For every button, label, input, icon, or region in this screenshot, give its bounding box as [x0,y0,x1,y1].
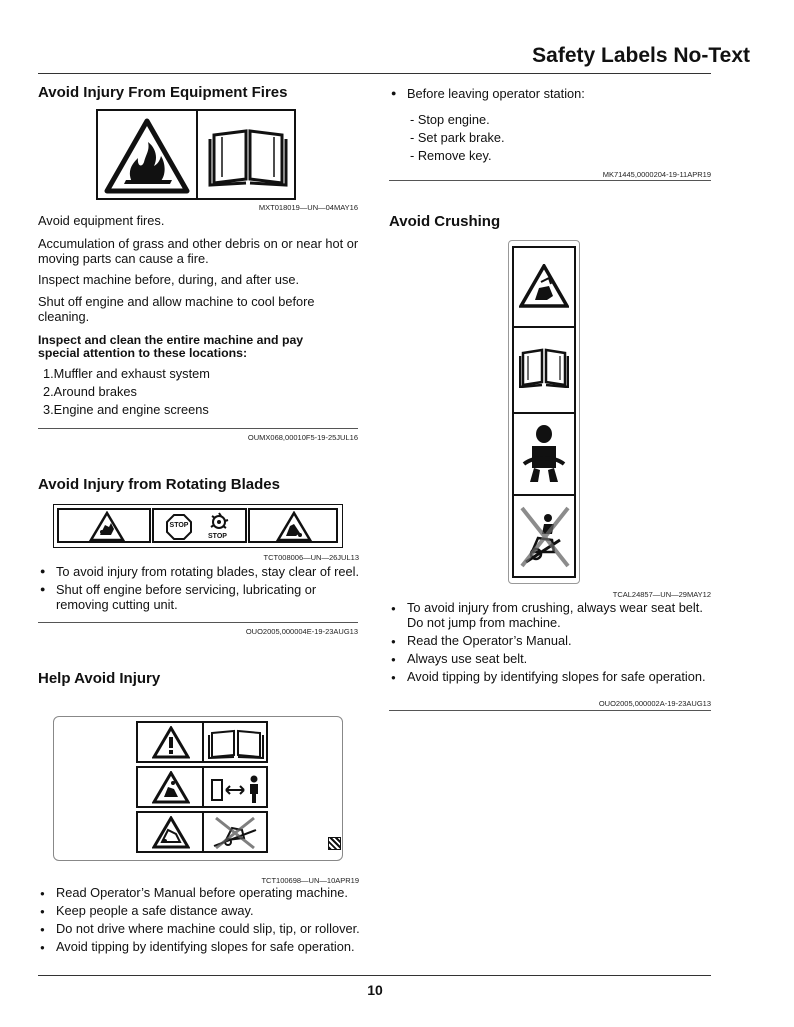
fire-hazard-icon [104,118,190,194]
seat-belt-icon [520,424,568,486]
leaving-step-3: - Remove key. [410,148,492,163]
rollover-hazard-icon [152,816,190,849]
crushing-bullet-4: ● Avoid tipping by identifying slopes for safe operation. [389,669,719,684]
fires-paragraph-4: Shut off engine and allow machine to cool before cleaning. [38,294,315,324]
no-jump-icon [518,502,572,572]
safe-distance-icon [210,774,266,804]
crushing-bullet-3: ● Always use seat belt. [389,651,719,666]
blades-image-code: TCT008006—UN—26JUL13 [263,553,359,562]
fires-item-1: 1.Muffler and exhaust system [43,366,210,381]
page-title: Safety Labels No-Text [532,44,750,67]
help-bullet-2: ● Keep people a safe distance away. [38,903,368,918]
help-image-code: TCT100698—UN—10APR19 [261,876,359,885]
foot-cut-hazard-icon [276,511,312,542]
fires-reference: OUMX068,00010F5-19-25JUL16 [247,433,358,442]
crushing-bullet-list [389,600,719,687]
help-bullet-1: ● Read Operator’s Manual before operating machine. [38,885,368,900]
fires-image-code: MXT018019—UN—04MAY16 [258,203,358,212]
fires-item-2: 2.Around brakes [43,384,137,399]
fires-heading: Avoid Injury From Equipment Fires [38,84,288,101]
no-slope-tipping-icon [210,816,260,850]
crush-hazard-icon [519,264,569,308]
blades-safety-label: STOP STOP [53,504,343,548]
fires-safety-label [96,109,296,200]
crushing-bullet-2: ● Read the Operator’s Manual. [389,633,719,648]
help-bullet-list [38,885,368,957]
leaving-bullet: ● Before leaving operator station: [389,86,727,101]
page-number: 10 [367,982,383,998]
fires-paragraph-1: Avoid equipment fires. [38,213,165,228]
fires-bold-instruction: Inspect and clean the entire machine and pay special attention to these locations: [38,333,304,360]
fires-paragraph-2: Accumulation of grass and other debris on or near hot or moving parts can cause a fire. [38,236,359,266]
footer-rule [38,975,711,976]
leaving-step-2: - Set park brake. [410,130,505,145]
fires-item-3: 3.Engine and engine screens [43,402,209,417]
warning-icon [152,726,190,759]
fires-paragraph-3: Inspect machine before, during, and after use. [38,272,300,287]
help-bullet-4: ● Avoid tipping by identifying slopes for safe operation. [38,939,368,954]
fires-ref-rule [38,428,358,429]
crushing-image-code: TCAL24857—UN—29MAY12 [612,590,711,599]
blades-ref-rule [38,622,358,623]
leaving-step-1: - Stop engine. [410,112,490,127]
help-bullet-3: ● Do not drive where machine could slip, tip, or rollover. [38,921,368,936]
crushing-ref-rule [389,710,711,711]
operator-manual-icon [208,729,264,759]
qr-code-icon [328,837,341,850]
crushing-bullet-1: ● To avoid injury from crushing, always wear seat belt. Do not jump from machine. [389,600,719,630]
blades-bullet-1: ● To avoid injury from rotating blades, stay clear of reel. [38,564,381,579]
blades-reference: OUO2005,000004E-19-23AUG13 [245,627,358,636]
crushing-reference: OUO2005,000002A-19-23AUG13 [598,699,711,708]
operator-manual-icon [519,348,569,388]
hand-cut-hazard-icon [89,511,125,542]
crushing-safety-label [508,240,580,584]
thrown-object-hazard-icon [152,771,190,804]
help-heading: Help Avoid Injury [38,670,161,687]
help-safety-label [53,716,343,861]
crushing-heading: Avoid Crushing [389,213,501,230]
leaving-reference: MK71445,0000204-19-11APR19 [602,170,711,179]
blades-heading: Avoid Injury from Rotating Blades [38,476,280,493]
blades-bullet-2: ● Shut off engine before servicing, lubricating or removing cutting unit. [38,582,356,612]
title-rule [38,73,711,74]
rotating-blade-icon [208,512,230,532]
stop-engine-icon: STOP [166,514,192,540]
leaving-ref-rule [389,180,711,181]
operator-manual-icon [208,125,288,187]
